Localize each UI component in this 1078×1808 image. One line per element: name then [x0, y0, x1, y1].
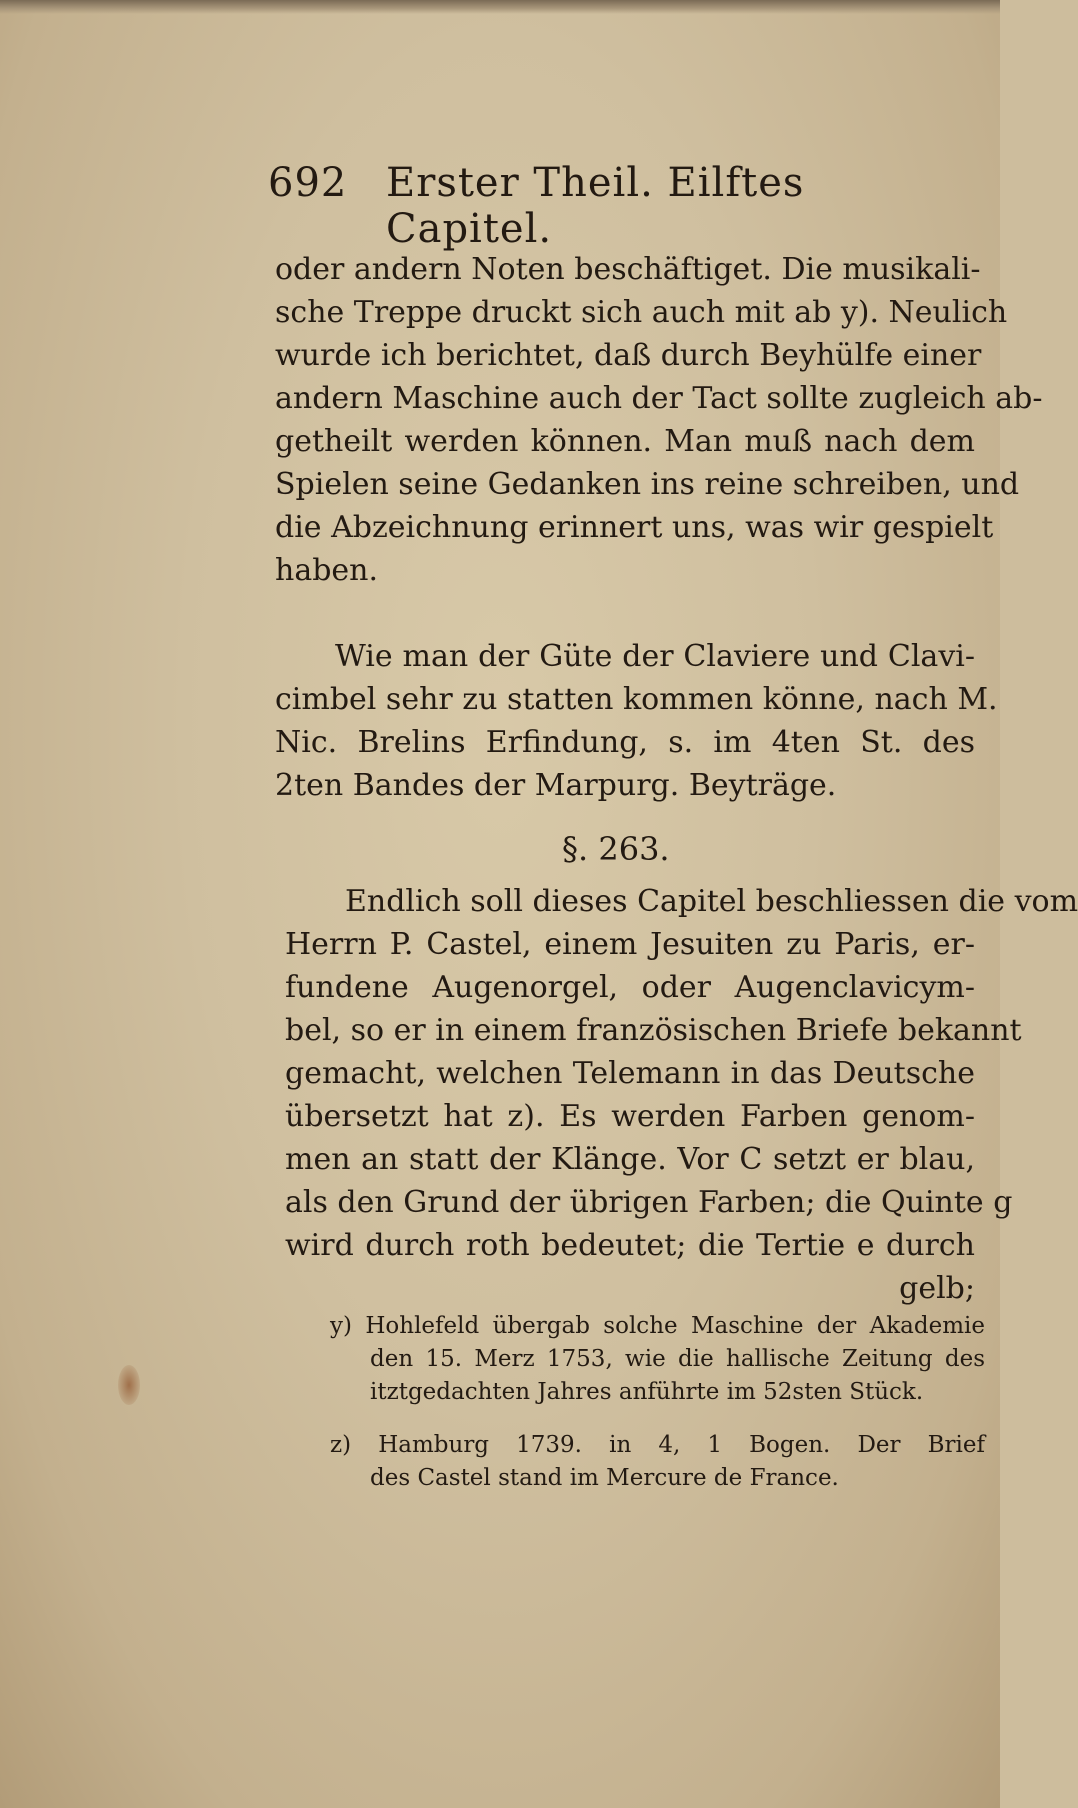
text-line: Spielen seine Gedanken ins reine schreiben, und — [275, 467, 1020, 502]
text-line: 2ten Bandes der Marpurg. Beyträge. — [275, 768, 837, 803]
text-line: als den Grund der übrigen Farben; die Quinte g — [285, 1185, 1013, 1220]
section-number: §. 263. — [562, 830, 670, 868]
footnotes — [330, 1310, 985, 1495]
text-line: wird durch roth bedeutet; die Tertie e durch — [285, 1228, 975, 1263]
text-line: die Abzeichnung erinnert uns, was wir gespielt — [275, 510, 994, 545]
text-line: cimbel sehr zu statten kommen könne, nach M. — [275, 682, 998, 717]
text-line: Nic. Brelins Erfindung, s. im 4ten St. des — [275, 725, 975, 760]
text-line: Herrn P. Castel, einem Jesuiten zu Paris, er- — [285, 927, 975, 962]
text-line: sche Treppe druckt sich auch mit ab y). Neulich — [275, 295, 1008, 330]
page-top-edge — [0, 0, 1000, 14]
text-line: oder andern Noten beschäftiget. Die musikali- — [275, 252, 981, 287]
body-text-lower — [285, 880, 1078, 1310]
text-line: haben. — [275, 553, 379, 588]
text-line: bel, so er in einem französischen Briefe bekannt — [285, 1013, 1022, 1048]
footnote-z-line: des Castel stand im Mercure de France. — [370, 1465, 839, 1491]
text-line: gemacht, welchen Telemann in das Deutsche — [285, 1056, 975, 1091]
footnote-y-line: itztgedachten Jahres anführte im 52sten Stück. — [370, 1379, 924, 1405]
running-title: Erster Theil. Eilftes Capitel. — [386, 160, 805, 252]
text-line: fundene Augenorgel, oder Augenclavicym- — [285, 970, 975, 1005]
running-header — [268, 160, 968, 252]
footnote-y-line: den 15. Merz 1753, wie die hallische Zeitung des — [370, 1346, 985, 1372]
body-text-upper — [275, 248, 1043, 807]
page-number: 692 — [268, 160, 348, 206]
text-line: men an statt der Klänge. Vor C setzt er blau, — [285, 1142, 975, 1177]
catchword: gelb; — [899, 1271, 975, 1306]
text-line: Endlich soll dieses Capitel beschliessen die vom — [345, 884, 1078, 919]
text-line: getheilt werden können. Man muß nach dem — [275, 424, 975, 459]
footnote-z-line: z) Hamburg 1739. in 4, 1 Bogen. Der Brief — [330, 1432, 985, 1458]
text-line: andern Maschine auch der Tact sollte zugleich ab- — [275, 381, 1043, 416]
text-line: übersetzt hat z). Es werden Farben genom- — [285, 1099, 975, 1134]
text-line: wurde ich berichtet, daß durch Beyhülfe einer — [275, 338, 982, 373]
footnote-y-line: y) Hohlefeld übergab solche Maschine der Akademie — [330, 1313, 985, 1339]
paper-stain — [118, 1365, 140, 1405]
text-line: Wie man der Güte der Claviere und Clavi- — [335, 639, 975, 674]
